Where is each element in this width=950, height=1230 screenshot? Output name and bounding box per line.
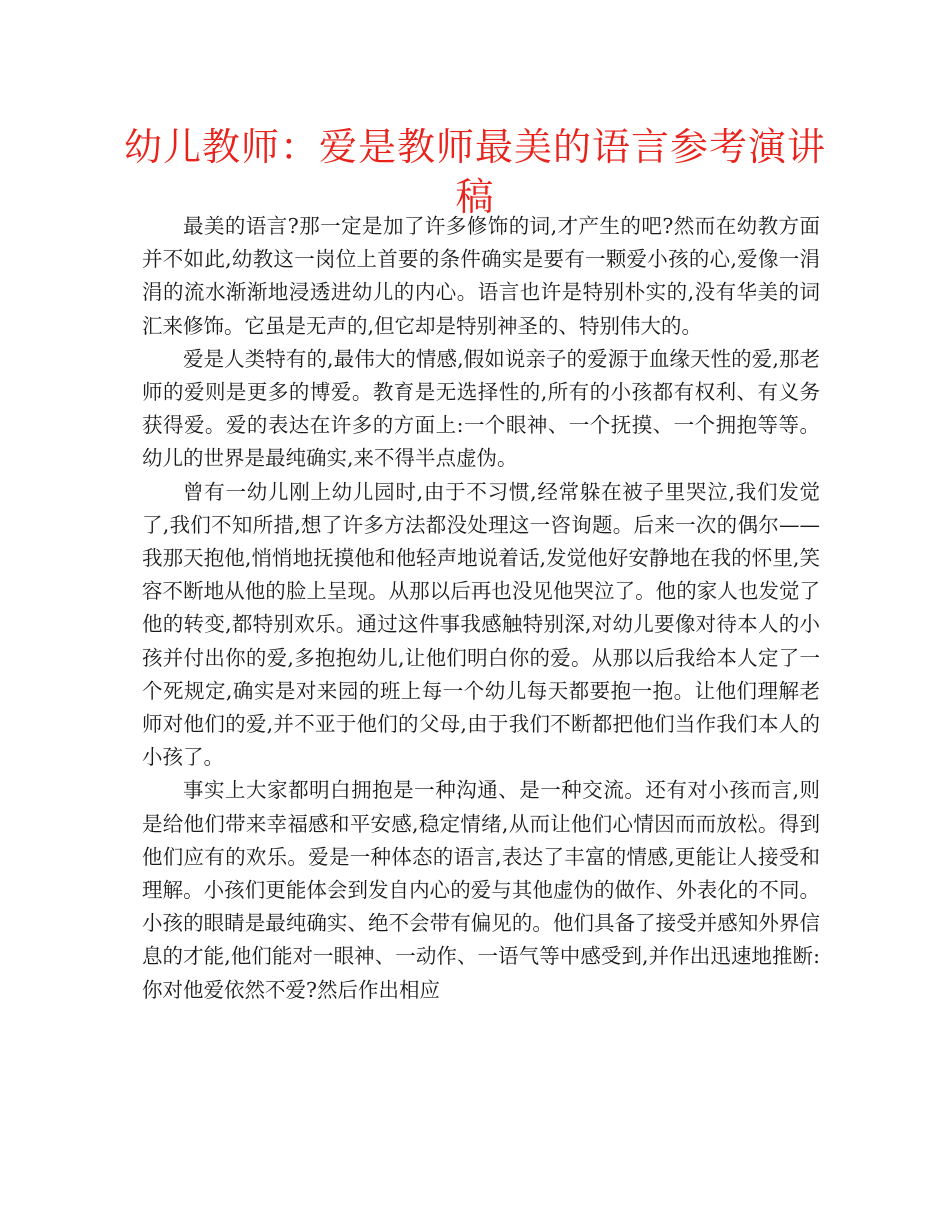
paragraph-3: 曾有一幼儿刚上幼儿园时,由于不习惯,经常躲在被子里哭泣,我们发觉了,我们不知所措,想了许多方法都没处理这一咨询题。后来一次的偶尔——我那天抱他,悄悄地抚摸他和他轻声地说着话,发觉他好安静地在我的怀里,笑容不断地从他的脸上呈现。从那以后再也没见他哭泣了。他的家人也发觉了他的转变,都特别欢乐。通过这件事我感触特别深,对幼儿要像对待本人的小孩并付出你的爱,多抱抱幼儿,让他们明白你的爱。从那以后我给本人定了一个死规定,确实是对来园的班上每一个幼儿每天都要抱一抱。让他们理解老师对他们的爱,并不亚于他们的父母,由于我们不断都把他们当作我们本人的小孩了。: [142, 479, 820, 770]
document-body: [142, 210, 820, 1007]
document-title: 幼儿教师：爱是教师最美的语言参考演讲稿: [123, 125, 826, 219]
paragraph-4: 事实上大家都明白拥抱是一种沟通、是一种交流。还有对小孩而言,则是给他们带来幸福感和平安感,稳定情绪,从而让他们心情因而而放松。得到他们应有的欢乐。爱是一种体态的语言,表达了丰富的情感,更能让人接受和理解。小孩们更能体会到发自内心的爱与其他虚伪的做作、外表化的不同。小孩的眼睛是最纯确实、绝不会带有偏见的。他们具备了接受并感知外界信息的才能,他们能对一眼神、一动作、一语气等中感受到,并作出迅速地推断:你对他爱依然不爱?然后作出相应: [142, 778, 820, 1002]
paragraph-2: 爱是人类特有的,最伟大的情感,假如说亲子的爱源于血缘天性的爱,那老师的爱则是更多的博爱。教育是无选择性的,所有的小孩都有权利、有义务获得爱。爱的表达在许多的方面上:一个眼神、一个抚摸、一个拥抱等等。幼儿的世界是最纯确实,来不得半点虚伪。: [142, 346, 820, 471]
paragraph-1: 最美的语言?那一定是加了许多修饰的词,才产生的吧?然而在幼教方面并不如此,幼教这一岗位上首要的条件确实是要有一颗爱小孩的心,爱像一涓涓的流水渐渐地浸透进幼儿的内心。语言也许是特别朴实的,没有华美的词汇来修饰。它虽是无声的,但它却是特别神圣的、特别伟大的。: [142, 214, 820, 338]
